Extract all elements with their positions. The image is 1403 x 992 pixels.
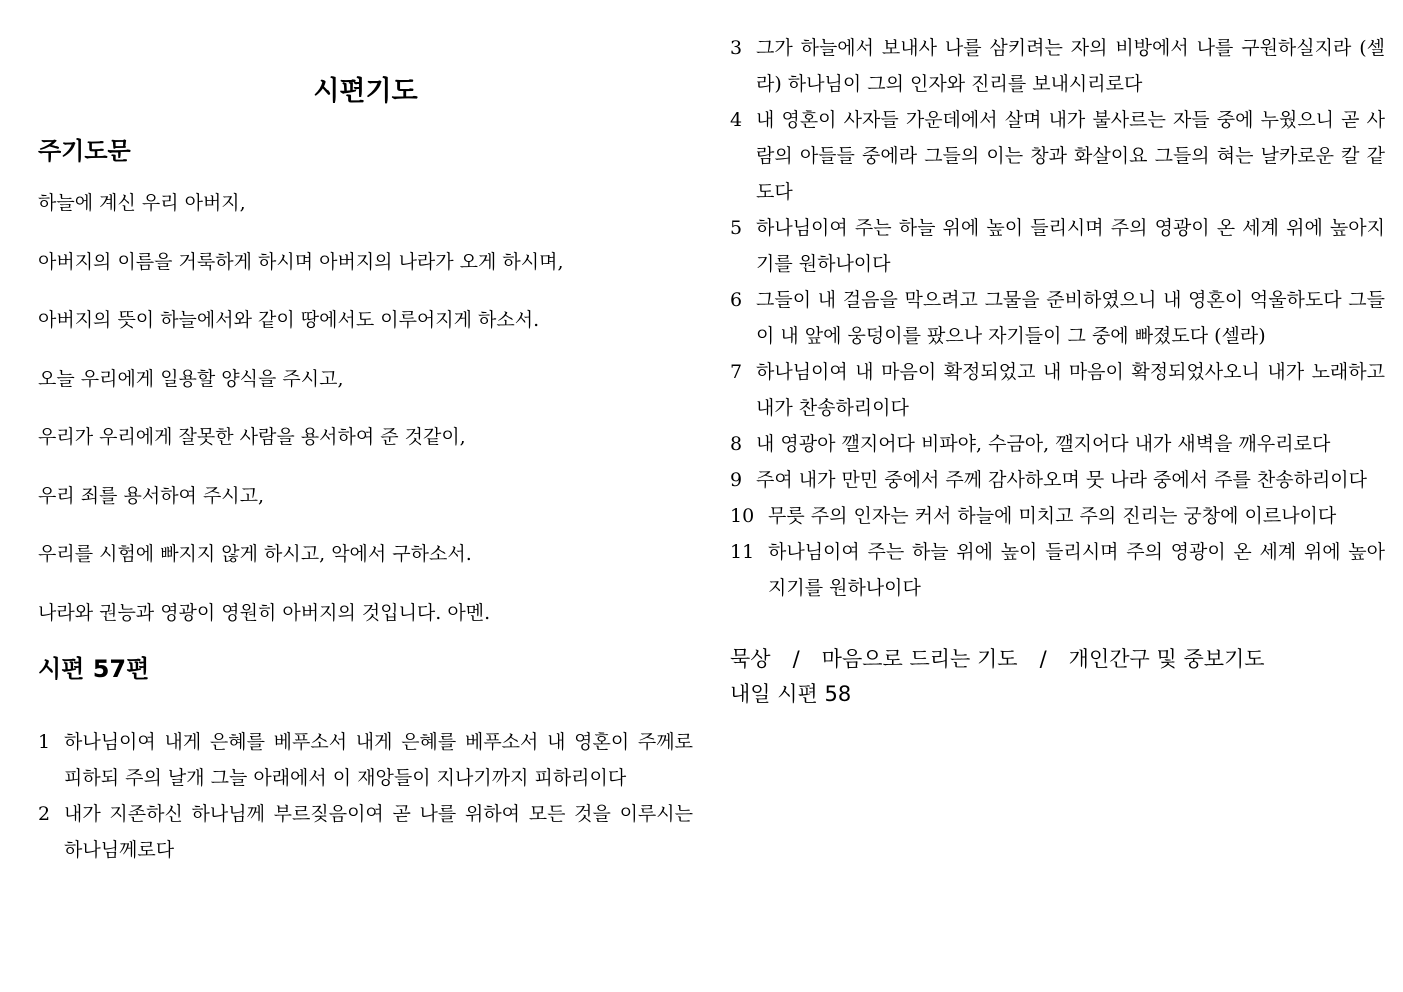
psalm-verse <box>730 462 1385 498</box>
separator: / <box>1039 647 1047 671</box>
verse-number: 4 <box>730 109 743 131</box>
psalm-verse <box>730 426 1385 462</box>
psalm-verse <box>38 796 693 868</box>
verse-text: 그들이 내 걸음을 막으려고 그물을 준비하였으니 내 영혼이 억울하도다 그들이 내 앞에 웅덩이를 팠으나 자기들이 그 중에 빠졌도다 (셀라) <box>756 289 1385 347</box>
document-title: 시편기도 <box>313 76 418 107</box>
verse-number: 8 <box>730 433 743 455</box>
verse-number: 2 <box>38 803 51 825</box>
verse-text: 하나님이여 내게 은혜를 베푸소서 내게 은혜를 베푸소서 내 영혼이 주께로 피하되 주의 날개 그늘 아래에서 이 재앙들이 지나기까지 피하리이다 <box>64 731 693 789</box>
verse-number: 7 <box>730 361 743 383</box>
verse-text: 하나님이여 주는 하늘 위에 높이 들리시며 주의 영광이 온 세계 위에 높아지기를 원하나이다 <box>756 217 1385 275</box>
verse-number: 10 <box>730 505 755 527</box>
verse-number: 11 <box>730 541 755 563</box>
prayer-line: 우리를 시험에 빠지지 않게 하시고, 악에서 구하소서. <box>38 543 472 565</box>
psalm-verse <box>730 30 1385 102</box>
verse-text: 주여 내가 만민 중에서 주께 감사하오며 뭇 나라 중에서 주를 찬송하리이다 <box>756 469 1368 491</box>
psalm-verses-left <box>38 724 693 868</box>
intercession-label: 개인간구 및 중보기도 <box>1068 647 1265 671</box>
psalm-verse <box>730 498 1385 534</box>
psalm-verse <box>730 354 1385 426</box>
verse-number: 1 <box>38 731 51 753</box>
verse-text: 하나님이여 주는 하늘 위에 높이 들리시며 주의 영광이 온 세계 위에 높아지기를 원하나이다 <box>768 541 1385 599</box>
verse-text: 내 영광아 깰지어다 비파야, 수금아, 깰지어다 내가 새벽을 깨우리로다 <box>756 433 1331 455</box>
prayer-line: 하늘에 계신 우리 아버지, <box>38 192 246 214</box>
prayer-line: 우리가 우리에게 잘못한 사람을 용서하여 준 것같이, <box>38 426 466 448</box>
psalm-verse <box>730 102 1385 210</box>
separator: / <box>792 647 800 671</box>
lords-prayer-heading: 주기도문 <box>38 137 131 165</box>
lords-prayer-text <box>38 190 693 626</box>
prayer-line: 아버지의 이름을 거룩하게 하시며 아버지의 나라가 오게 하시며, <box>38 250 564 273</box>
psalm-verse <box>38 724 693 796</box>
verse-number: 3 <box>730 37 743 59</box>
right-column <box>730 30 1385 712</box>
prayer-steps <box>730 642 1385 677</box>
psalm-verse <box>730 210 1385 282</box>
verse-number: 5 <box>730 217 743 239</box>
prayer-line: 아버지의 뜻이 하늘에서와 같이 땅에서도 이루어지게 하소서. <box>38 309 540 331</box>
psalm-verse <box>730 534 1385 606</box>
verse-number: 6 <box>730 289 743 311</box>
meditation-label: 묵상 <box>730 647 771 671</box>
verse-text: 하나님이여 내 마음이 확정되었고 내 마음이 확정되었사오니 내가 노래하고 내가 찬송하리이다 <box>756 361 1385 419</box>
verse-text: 무릇 주의 인자는 커서 하늘에 미치고 주의 진리는 궁창에 이르나이다 <box>768 505 1337 527</box>
prayer-line: 오늘 우리에게 일용할 양식을 주시고, <box>38 367 344 390</box>
psalm-verses-right <box>730 30 1385 606</box>
next-psalm: 내일 시편 58 <box>730 682 852 706</box>
silent-prayer-label: 마음으로 드리는 기도 <box>821 647 1018 671</box>
prayer-line: 나라와 권능과 영광이 영원히 아버지의 것입니다. 아멘. <box>38 601 491 624</box>
verse-text: 내가 지존하신 하나님께 부르짖음이여 곧 나를 위하여 모든 것을 이루시는 하나님께로다 <box>64 803 693 861</box>
verse-number: 9 <box>730 469 743 491</box>
verse-text: 내 영혼이 사자들 가운데에서 살며 내가 불사르는 자들 중에 누웠으니 곧 사람의 아들들 중에라 그들의 이는 창과 화살이요 그들의 혀는 날카로운 칼 같도다 <box>756 109 1385 203</box>
verse-text: 그가 하늘에서 보내사 나를 삼키려는 자의 비방에서 나를 구원하실지라 (셀라) 하나님이 그의 인자와 진리를 보내시리로다 <box>756 37 1385 95</box>
left-column <box>38 60 693 868</box>
prayer-line: 우리 죄를 용서하여 주시고, <box>38 484 265 507</box>
psalm-verse <box>730 282 1385 354</box>
psalm-heading: 시편 57편 <box>38 655 150 683</box>
footer-block <box>730 642 1385 712</box>
